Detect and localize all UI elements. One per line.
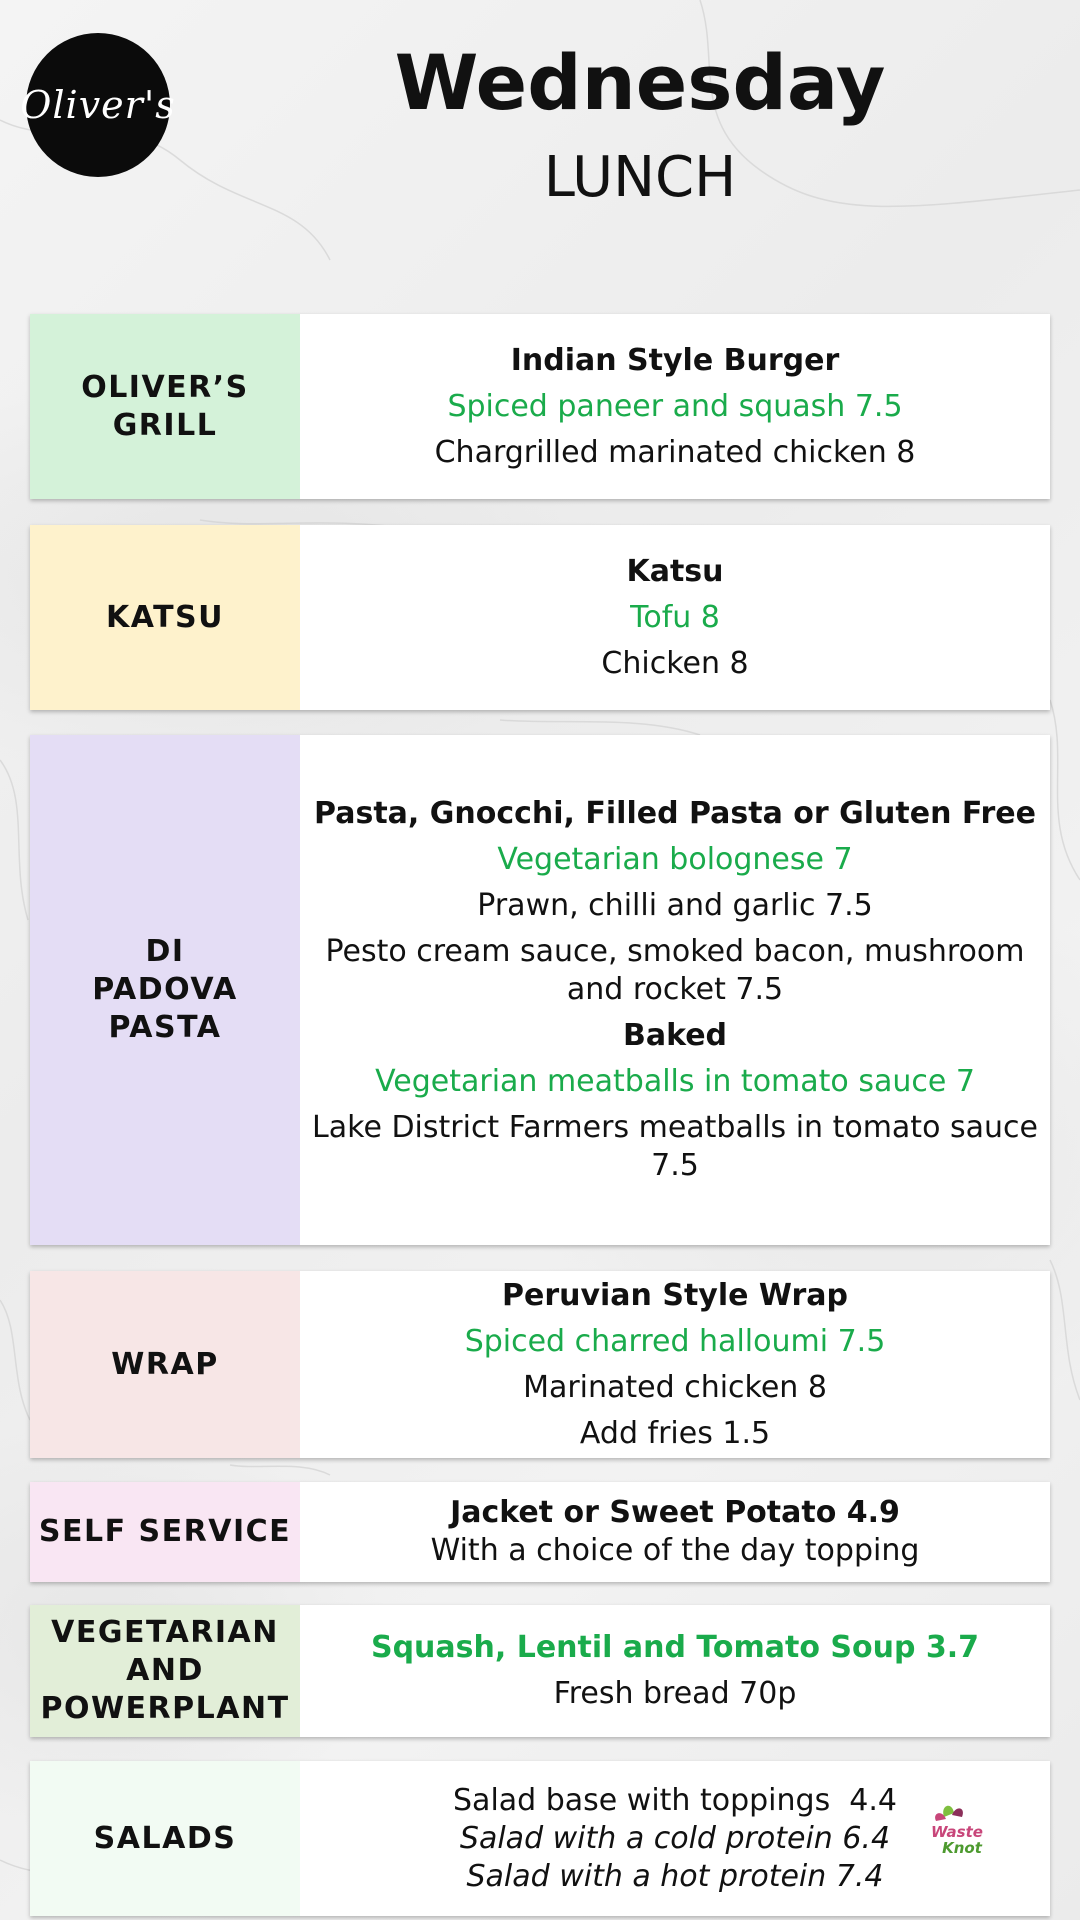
section-vegetarian-powerplant bbox=[30, 1605, 1050, 1737]
menu-item: Lake District Farmers meatballs in tomato sauce 7.5 bbox=[312, 1110, 1038, 1183]
add-on: Add fries 1.5 bbox=[579, 1415, 771, 1451]
section-self-service bbox=[30, 1482, 1050, 1582]
section-label: VEGETARIAN AND POWERPLANT bbox=[30, 1605, 300, 1737]
section-katsu bbox=[30, 525, 1050, 710]
section-content bbox=[300, 314, 1050, 499]
veg-option: Vegetarian bolognese 7 bbox=[497, 842, 853, 877]
svg-text:Knot: Knot bbox=[942, 1839, 982, 1857]
veg-option: Tofu 8 bbox=[630, 599, 720, 635]
section-label: SALADS bbox=[30, 1761, 300, 1916]
baked-heading: Baked bbox=[622, 1018, 728, 1053]
dish-heading: Katsu bbox=[626, 553, 724, 589]
veg-option: Spiced paneer and squash 7.5 bbox=[447, 388, 903, 424]
meal-subtitle: LUNCH bbox=[543, 145, 737, 210]
menu-item: Marinated chicken 8 bbox=[523, 1369, 827, 1405]
dish-heading: Pasta, Gnocchi, Filled Pasta or Gluten Free bbox=[314, 796, 1036, 831]
menu-item: Fresh bread 70p bbox=[553, 1676, 797, 1711]
section-salads bbox=[30, 1761, 1050, 1916]
section-label: WRAP bbox=[30, 1271, 300, 1458]
section-wrap bbox=[30, 1271, 1050, 1458]
dish-heading: Indian Style Burger bbox=[510, 342, 840, 378]
menu-item: Chargrilled marinated chicken 8 bbox=[434, 434, 916, 470]
veg-option: Vegetarian meatballs in tomato sauce 7 bbox=[375, 1064, 975, 1099]
menu-item: Salad base with toppings 4.4 bbox=[453, 1782, 897, 1818]
soup-of-the-day: Squash, Lentil and Tomato Soup 3.7 bbox=[370, 1630, 980, 1665]
page-title: Wednesday bbox=[394, 38, 886, 127]
dish-heading: Peruvian Style Wrap bbox=[501, 1277, 849, 1313]
menu-item: Chicken 8 bbox=[601, 645, 749, 681]
section-content bbox=[300, 735, 1050, 1245]
section-label: KATSU bbox=[30, 525, 300, 710]
menu-item: With a choice of the day topping bbox=[430, 1533, 920, 1568]
dish-heading: Jacket or Sweet Potato 4.9 bbox=[450, 1495, 900, 1530]
olivers-logo bbox=[20, 33, 176, 177]
veg-option: Spiced charred halloumi 7.5 bbox=[464, 1323, 886, 1359]
section-content bbox=[300, 1605, 1050, 1737]
logo-text: Oliver's bbox=[20, 83, 176, 127]
section-content bbox=[300, 1271, 1050, 1458]
menu-item: Prawn, chilli and garlic 7.5 bbox=[477, 888, 873, 923]
section-content bbox=[300, 1761, 1050, 1916]
section-content bbox=[300, 1482, 1050, 1582]
menu-item: Pesto cream sauce, smoked bacon, mushroom and rocket 7.5 bbox=[325, 934, 1025, 1007]
waste-knot-icon bbox=[922, 1799, 992, 1869]
section-olivers-grill bbox=[30, 314, 1050, 499]
section-label: OLIVER’S GRILL bbox=[30, 314, 300, 499]
svg-text:Waste: Waste bbox=[931, 1823, 983, 1841]
section-label: DI PADOVA PASTA bbox=[30, 735, 300, 1245]
section-content bbox=[300, 525, 1050, 710]
section-di-padova-pasta bbox=[30, 735, 1050, 1245]
section-label: SELF SERVICE bbox=[30, 1482, 300, 1582]
menu-item: Salad with a cold protein 6.4 bbox=[459, 1820, 891, 1856]
menu-item: Salad with a hot protein 7.4 bbox=[466, 1858, 884, 1894]
